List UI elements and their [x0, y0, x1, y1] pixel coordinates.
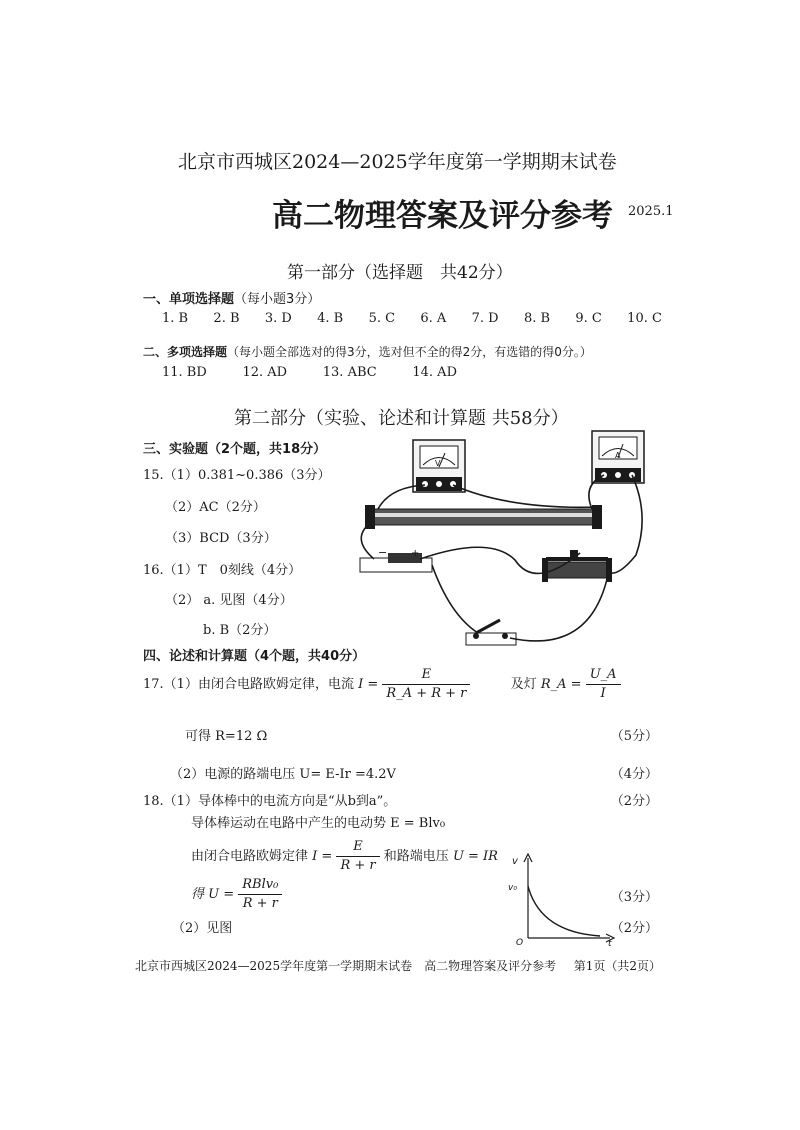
section4-note: （4个题，共40分）: [247, 649, 366, 664]
q18-part2: （2）见图: [172, 921, 233, 936]
section1-note: （每小题3分）: [234, 292, 321, 307]
ammeter: [592, 431, 644, 483]
page-title: 高二物理答案及评分参考: [272, 198, 613, 234]
graph-decay-curve: [528, 886, 600, 936]
section2-heading: [143, 343, 592, 360]
section3-heading: [143, 438, 326, 457]
answer-item: 8. B: [523, 311, 551, 326]
q17-ra-fraction: [586, 666, 621, 703]
graph-axis-t-label: t: [608, 939, 612, 946]
q18-current-fraction: [336, 838, 379, 875]
part2-title: 第二部分（实验、论述和计算题 共58分）: [234, 408, 569, 429]
q18-emf: 导体棒运动在电路中产生的电动势 E = Blv₀: [191, 816, 446, 831]
exam-date: 2025.1: [628, 204, 674, 219]
q18-voltage-formula: U = IR: [452, 849, 498, 864]
q18-law-text: 由闭合电路欧姆定律: [191, 849, 309, 864]
section2-title: 二、多项选择题: [143, 345, 228, 359]
q18-current-symbol: I =: [312, 849, 333, 864]
answer-item: 1. B: [162, 311, 189, 326]
q18-part1: 18.（1）导体棒中的电流方向是“从b到a”。: [143, 794, 397, 809]
graph-origin-label: O: [516, 938, 524, 946]
answer-item: 9. C: [575, 311, 602, 326]
q17-part1-text: 17.（1）由闭合电路欧姆定律，电流: [143, 677, 354, 692]
section1-answers: [162, 311, 662, 326]
part1-title: 第一部分（选择题 共42分）: [287, 263, 513, 283]
page-footer: [135, 957, 661, 974]
resistance-wire-bench: [365, 505, 602, 529]
q18-result-symbol: 得 U =: [191, 887, 235, 902]
answer-item: 7. D: [471, 311, 499, 326]
answer-item: 5. C: [368, 311, 396, 326]
q18-result-fraction: [238, 876, 282, 913]
q17-result-score: （5分）: [610, 729, 658, 744]
section1-heading: [143, 288, 320, 307]
q18-result-denominator: R + r: [242, 896, 278, 911]
q17-current-symbol: I =: [358, 677, 379, 692]
q16-part2a: （2） a. 见图（4分）: [165, 593, 293, 608]
graph-v0-label: v₀: [508, 883, 517, 893]
ammeter-label: A: [615, 451, 621, 460]
graph-axis-v-label: v: [512, 856, 518, 867]
q17-part2-score: （4分）: [610, 767, 658, 782]
voltmeter: [413, 440, 465, 492]
q17-lamp-text: 及灯: [510, 677, 537, 692]
battery-minus: −: [378, 546, 388, 559]
q18-current-denominator: R + r: [340, 858, 376, 873]
section3-note: （2个题，共18分）: [208, 442, 327, 457]
q18-result-numerator: RBlv₀: [238, 876, 282, 895]
velocity-time-graph: [508, 850, 618, 946]
q17-part2: （2）电源的路端电压 U= E-Ir =4.2V: [170, 767, 396, 782]
q15-part1: 15.（1）0.381~0.386（3分）: [143, 468, 331, 483]
q17-current-numerator: E: [382, 666, 470, 685]
answer-item: 3. D: [264, 311, 292, 326]
q17-current-fraction: [382, 666, 470, 703]
answer-item: 14. AD: [412, 365, 457, 380]
q16-part1: 16.（1）T 0刻线（4分）: [143, 563, 302, 578]
q18-result: [191, 875, 282, 915]
battery-plus: +: [411, 548, 420, 559]
section1-title: 一、单项选择题: [143, 292, 235, 307]
footer-title: 北京市西城区2024—2025学年度第一学期期末试卷 高二物理答案及评分参考: [135, 959, 557, 973]
answer-item: 2. B: [213, 311, 240, 326]
answer-item: 4. B: [317, 311, 344, 326]
exam-title: 北京市西城区2024—2025学年度第一学期期末试卷: [178, 151, 617, 173]
voltmeter-label: V: [435, 459, 441, 468]
q17-result: 可得 R=12 Ω: [185, 729, 268, 744]
q17-part1: [143, 665, 621, 705]
q18-and-text: 和路端电压: [383, 849, 449, 864]
q17-ra-numerator: U_A: [586, 666, 621, 685]
q18-result-score: （3分）: [610, 890, 658, 905]
switch: [466, 620, 516, 645]
q17-current-denominator: R_A + R + r: [386, 686, 467, 701]
footer-page-number: 第1页（共2页）: [573, 959, 662, 973]
answer-item: 11. BD: [162, 365, 207, 380]
q18-current-numerator: E: [336, 838, 379, 857]
answer-item: 13. ABC: [322, 365, 377, 380]
q18-part1-score: （2分）: [610, 794, 658, 809]
q18-law: [191, 837, 498, 877]
section3-title: 三、实验题: [143, 442, 209, 457]
q16-part2b: b. B（2分）: [203, 623, 277, 638]
answer-item: 10. C: [627, 311, 662, 326]
answer-item: 12. AD: [242, 365, 288, 380]
section2-note: （每小题全部选对的得3分，选对但不全的得2分，有选错的得0分。）: [227, 345, 592, 359]
section4-title: 四、论述和计算题: [143, 649, 248, 664]
answer-item: 6. A: [420, 311, 447, 326]
q15-part2: （2）AC（2分）: [165, 500, 266, 515]
q17-ra-symbol: R_A =: [540, 677, 582, 692]
circuit-figure: [350, 425, 650, 660]
q15-part3: （3）BCD（3分）: [165, 531, 277, 546]
q17-ra-denominator: I: [600, 686, 606, 701]
section2-answers: [162, 365, 457, 380]
section4-heading: [143, 645, 365, 664]
q18-part2-score: （2分）: [610, 921, 658, 936]
